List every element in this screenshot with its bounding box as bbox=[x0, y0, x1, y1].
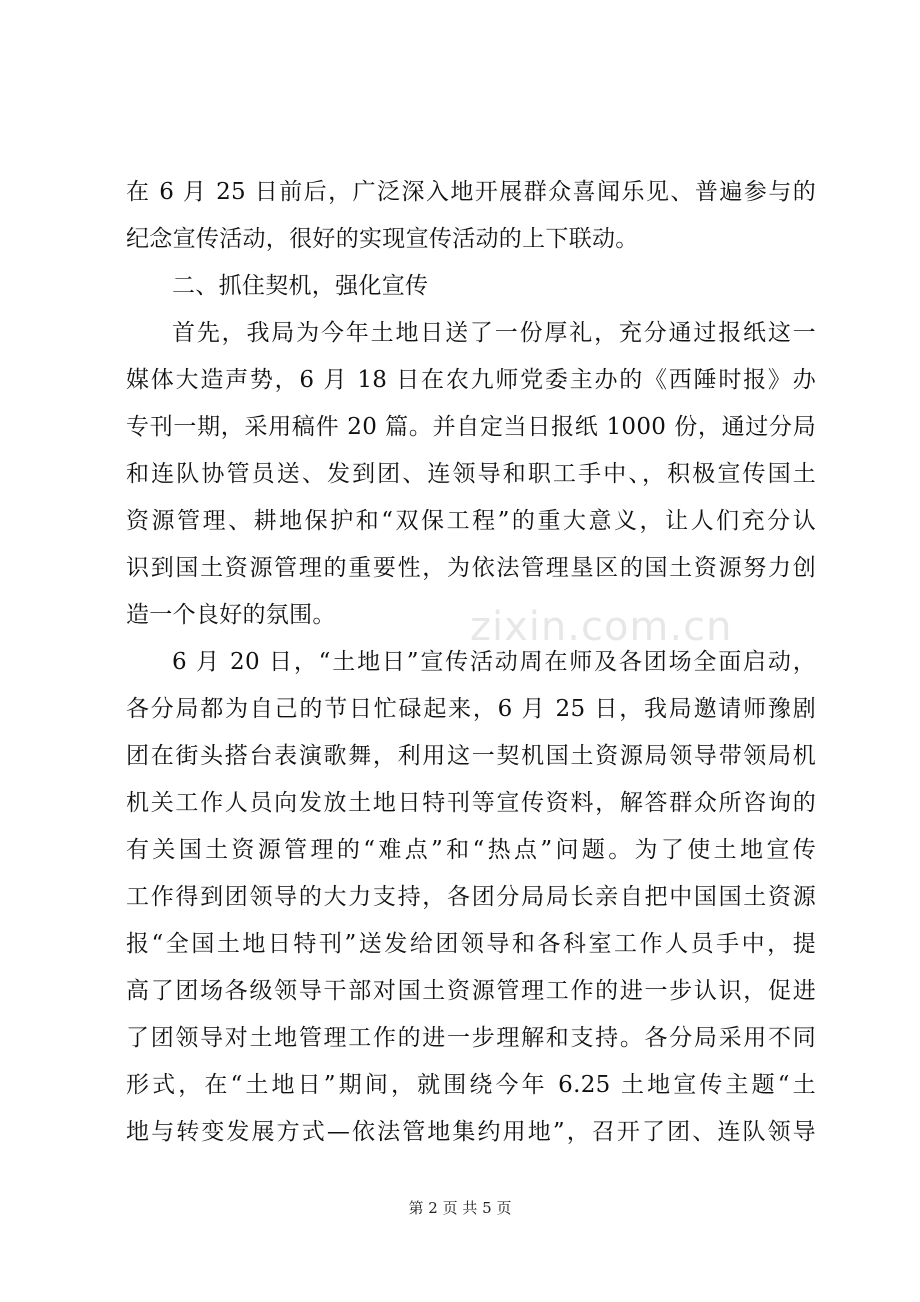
paragraph-line: 专刊一期，采用稿件 20 篇。并自定当日报纸 1000 份，通过分局 bbox=[126, 414, 816, 440]
paragraph-line: 地与转变发展方式—依法管地集约用地”，召开了团、连队领导 bbox=[126, 1119, 816, 1145]
paragraph-line: 资源管理、耕地保护和“双保工程”的重大意义，让人们充分认 bbox=[126, 508, 816, 534]
paragraph-line: 团在街头搭台表演歌舞，利用这一契机国土资源局领导带领局机 bbox=[126, 743, 816, 769]
paragraph-line: 和连队协管员送、发到团、连领导和职工手中、，积极宣传国土 bbox=[126, 461, 816, 487]
page-number-footer: 第 2 页 共 5 页 bbox=[408, 1199, 512, 1217]
paragraph-line: 首先，我局为今年土地日送了一份厚礼，充分通过报纸这一 bbox=[172, 320, 816, 346]
paragraph-line: 6 月 20 日，“土地日”宣传活动周在师及各团场全面启动， bbox=[172, 649, 816, 675]
watermark: zixin.com.cn bbox=[470, 604, 733, 650]
paragraph-line: 媒体大造声势，6 月 18 日在农九师党委主办的《西陲时报》办 bbox=[126, 367, 816, 393]
paragraph-line: 报“全国土地日特刊”送发给团领导和各科室工作人员手中，提 bbox=[126, 931, 816, 957]
paragraph-line: 有关国土资源管理的“难点”和“热点”问题。为了使土地宣传 bbox=[126, 837, 816, 863]
section-heading: 二、抓住契机，强化宣传 bbox=[172, 273, 429, 299]
paragraph-line: 在 6 月 25 日前后，广泛深入地开展群众喜闻乐见、普遍参与的 bbox=[126, 179, 816, 205]
paragraph-line: 了团领导对土地管理工作的进一步理解和支持。各分局采用不同 bbox=[126, 1025, 816, 1051]
paragraph-line: 造一个良好的氛围。 bbox=[126, 602, 336, 628]
paragraph-line: 各分局都为自己的节日忙碌起来，6 月 25 日，我局邀请师豫剧 bbox=[126, 696, 816, 722]
paragraph-line: 识到国土资源管理的重要性，为依法管理垦区的国土资源努力创 bbox=[126, 555, 816, 581]
paragraph-line: 高了团场各级领导干部对国土资源管理工作的进一步认识，促进 bbox=[126, 978, 816, 1004]
paragraph-line: 机关工作人员向发放土地日特刊等宣传资料，解答群众所咨询的 bbox=[126, 790, 816, 816]
paragraph-line: 形式，在“土地日”期间，就围绕今年 6.25 土地宣传主题“土 bbox=[126, 1072, 816, 1098]
paragraph-line: 纪念宣传活动，很好的实现宣传活动的上下联动。 bbox=[126, 226, 639, 252]
paragraph-line: 工作得到团领导的大力支持，各团分局局长亲自把中国国土资源 bbox=[126, 884, 816, 910]
